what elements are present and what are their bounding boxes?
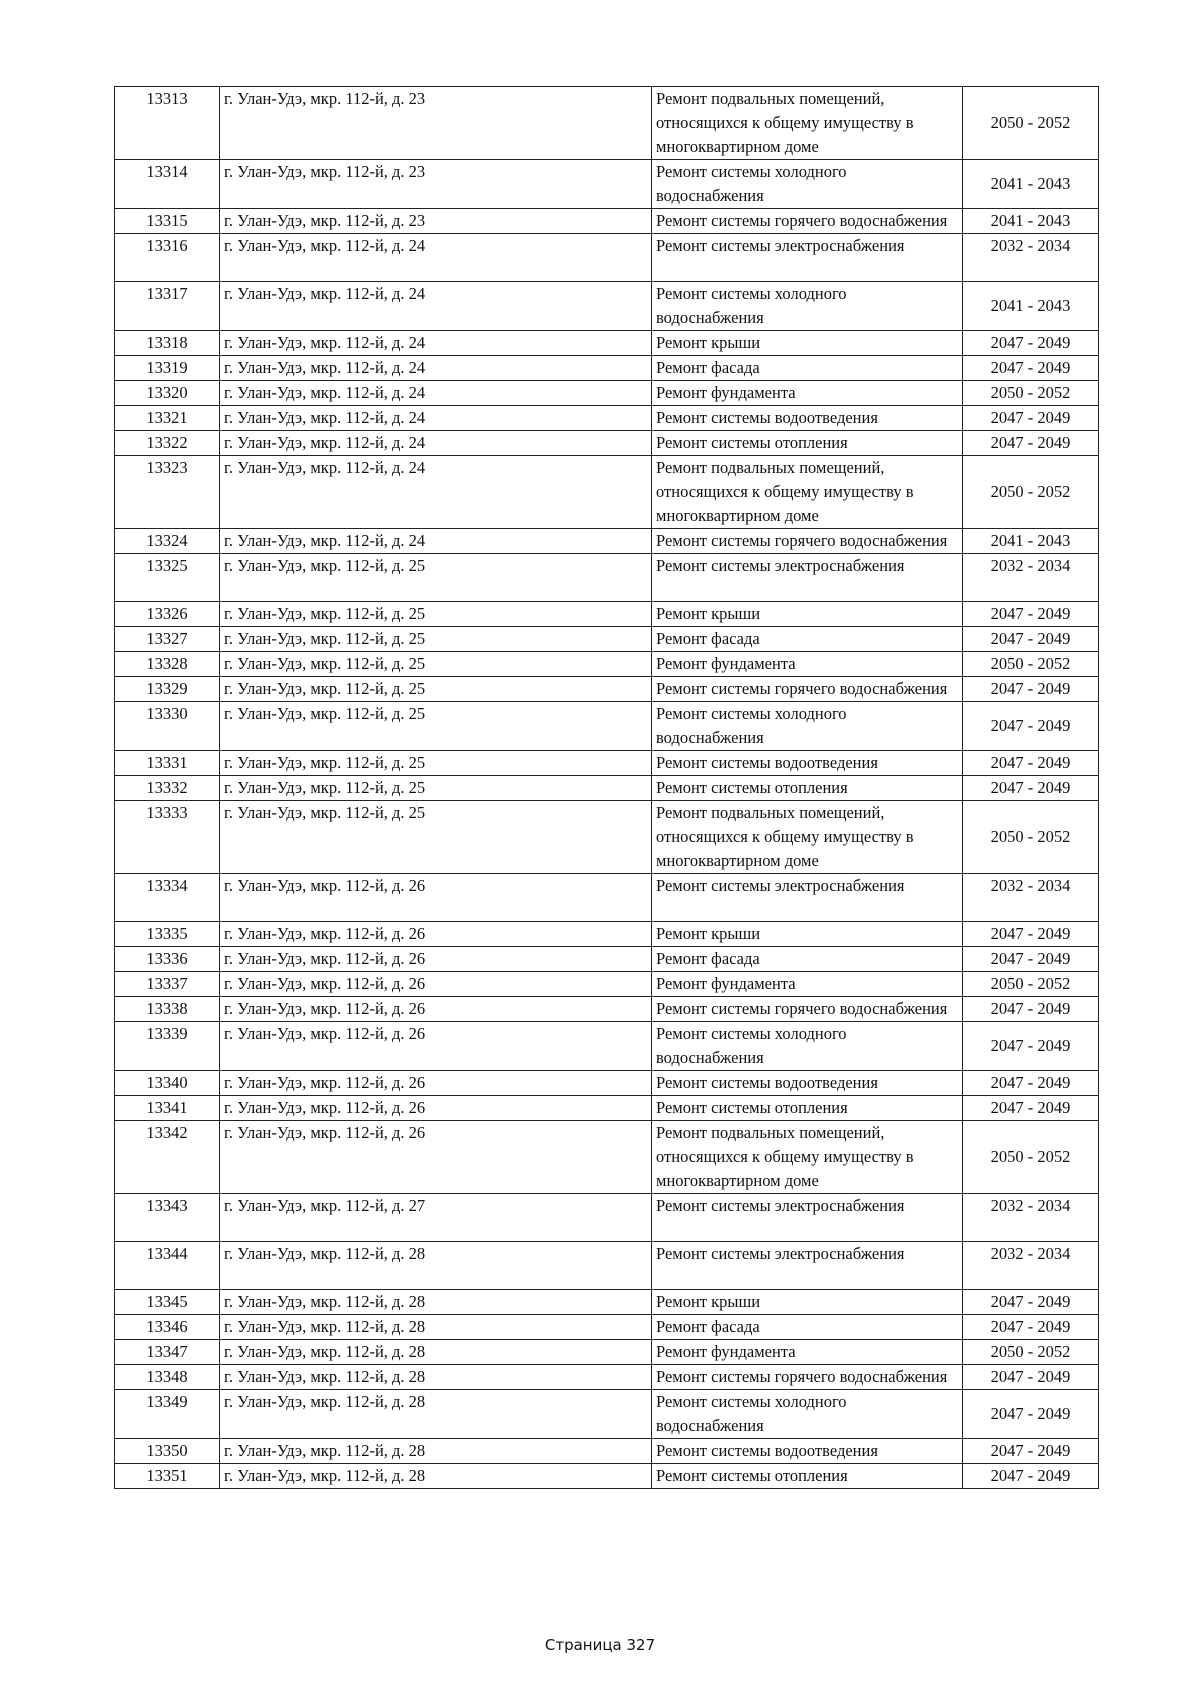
row-address: г. Улан-Удэ, мкр. 112-й, д. 28	[220, 1464, 652, 1489]
row-period: 2047 - 2049	[963, 1365, 1099, 1390]
row-period: 2041 - 2043	[963, 209, 1099, 234]
table-row	[115, 997, 1099, 1022]
row-number: 13330	[115, 702, 220, 751]
row-address: г. Улан-Удэ, мкр. 112-й, д. 28	[220, 1365, 652, 1390]
table-row	[115, 874, 1099, 922]
row-address: г. Улан-Удэ, мкр. 112-й, д. 25	[220, 602, 652, 627]
row-number: 13321	[115, 406, 220, 431]
row-number: 13331	[115, 751, 220, 776]
page-number: Страница 327	[544, 1636, 656, 1654]
row-number: 13351	[115, 1464, 220, 1489]
row-work-type: Ремонт системы горячего водоснабжения	[652, 209, 963, 234]
row-work-type: Ремонт системы холодного водоснабжения	[652, 1390, 963, 1439]
table-row	[115, 1194, 1099, 1242]
row-period: 2032 - 2034	[963, 554, 1099, 602]
table-row	[115, 209, 1099, 234]
row-period: 2047 - 2049	[963, 1071, 1099, 1096]
row-work-type: Ремонт системы отопления	[652, 1096, 963, 1121]
table-row	[115, 801, 1099, 874]
row-number: 13329	[115, 677, 220, 702]
row-period: 2047 - 2049	[963, 947, 1099, 972]
row-number: 13313	[115, 87, 220, 160]
row-work-type: Ремонт фундамента	[652, 381, 963, 406]
row-number: 13341	[115, 1096, 220, 1121]
row-period: 2047 - 2049	[963, 751, 1099, 776]
table-row	[115, 922, 1099, 947]
row-period: 2050 - 2052	[963, 1121, 1099, 1194]
row-number: 13316	[115, 234, 220, 282]
row-period: 2047 - 2049	[963, 677, 1099, 702]
table-row	[115, 160, 1099, 209]
row-address: г. Улан-Удэ, мкр. 112-й, д. 24	[220, 331, 652, 356]
row-number: 13345	[115, 1290, 220, 1315]
row-work-type: Ремонт фундамента	[652, 652, 963, 677]
row-address: г. Улан-Удэ, мкр. 112-й, д. 24	[220, 356, 652, 381]
row-number: 13319	[115, 356, 220, 381]
table-row	[115, 456, 1099, 529]
table-row	[115, 554, 1099, 602]
row-number: 13314	[115, 160, 220, 209]
table-row	[115, 602, 1099, 627]
row-number: 13349	[115, 1390, 220, 1439]
row-work-type: Ремонт системы электроснабжения	[652, 554, 963, 602]
table-row	[115, 1242, 1099, 1290]
row-address: г. Улан-Удэ, мкр. 112-й, д. 24	[220, 381, 652, 406]
row-number: 13340	[115, 1071, 220, 1096]
table-row	[115, 947, 1099, 972]
row-number: 13323	[115, 456, 220, 529]
table-row	[115, 1390, 1099, 1439]
row-number: 13350	[115, 1439, 220, 1464]
row-period: 2050 - 2052	[963, 456, 1099, 529]
row-period: 2047 - 2049	[963, 1390, 1099, 1439]
row-work-type: Ремонт подвальных помещений, относящихся к общему имуществу в многоквартирном доме	[652, 801, 963, 874]
row-number: 13324	[115, 529, 220, 554]
row-address: г. Улан-Удэ, мкр. 112-й, д. 25	[220, 751, 652, 776]
table-row	[115, 356, 1099, 381]
row-work-type: Ремонт системы холодного водоснабжения	[652, 160, 963, 209]
row-work-type: Ремонт системы отопления	[652, 776, 963, 801]
row-work-type: Ремонт системы горячего водоснабжения	[652, 529, 963, 554]
row-work-type: Ремонт системы электроснабжения	[652, 1242, 963, 1290]
row-period: 2047 - 2049	[963, 1096, 1099, 1121]
repair-schedule-table	[114, 86, 1099, 1489]
row-address: г. Улан-Удэ, мкр. 112-й, д. 25	[220, 652, 652, 677]
row-work-type: Ремонт системы электроснабжения	[652, 1194, 963, 1242]
row-address: г. Улан-Удэ, мкр. 112-й, д. 24	[220, 282, 652, 331]
row-number: 13320	[115, 381, 220, 406]
row-work-type: Ремонт системы холодного водоснабжения	[652, 282, 963, 331]
row-period: 2047 - 2049	[963, 1022, 1099, 1071]
row-work-type: Ремонт фасада	[652, 627, 963, 652]
row-address: г. Улан-Удэ, мкр. 112-й, д. 24	[220, 529, 652, 554]
row-address: г. Улан-Удэ, мкр. 112-й, д. 26	[220, 1071, 652, 1096]
table-row	[115, 431, 1099, 456]
row-number: 13322	[115, 431, 220, 456]
row-period: 2047 - 2049	[963, 1439, 1099, 1464]
row-period: 2050 - 2052	[963, 87, 1099, 160]
table-row	[115, 1365, 1099, 1390]
row-work-type: Ремонт системы отопления	[652, 1464, 963, 1489]
row-period: 2032 - 2034	[963, 1242, 1099, 1290]
row-address: г. Улан-Удэ, мкр. 112-й, д. 26	[220, 1096, 652, 1121]
row-address: г. Улан-Удэ, мкр. 112-й, д. 28	[220, 1315, 652, 1340]
row-number: 13328	[115, 652, 220, 677]
row-number: 13348	[115, 1365, 220, 1390]
row-address: г. Улан-Удэ, мкр. 112-й, д. 26	[220, 874, 652, 922]
row-address: г. Улан-Удэ, мкр. 112-й, д. 28	[220, 1390, 652, 1439]
table-row	[115, 702, 1099, 751]
row-address: г. Улан-Удэ, мкр. 112-й, д. 23	[220, 87, 652, 160]
row-address: г. Улан-Удэ, мкр. 112-й, д. 26	[220, 1022, 652, 1071]
row-work-type: Ремонт системы холодного водоснабжения	[652, 1022, 963, 1071]
row-work-type: Ремонт подвальных помещений, относящихся к общему имуществу в многоквартирном доме	[652, 87, 963, 160]
row-period: 2050 - 2052	[963, 1340, 1099, 1365]
row-work-type: Ремонт подвальных помещений, относящихся к общему имуществу в многоквартирном доме	[652, 1121, 963, 1194]
row-period: 2047 - 2049	[963, 1464, 1099, 1489]
table-row	[115, 751, 1099, 776]
row-work-type: Ремонт системы водоотведения	[652, 1071, 963, 1096]
row-number: 13338	[115, 997, 220, 1022]
table-row	[115, 627, 1099, 652]
row-number: 13339	[115, 1022, 220, 1071]
table-row	[115, 1315, 1099, 1340]
row-number: 13342	[115, 1121, 220, 1194]
table-body	[115, 87, 1099, 1489]
row-period: 2050 - 2052	[963, 972, 1099, 997]
row-period: 2050 - 2052	[963, 652, 1099, 677]
table-row	[115, 529, 1099, 554]
row-address: г. Улан-Удэ, мкр. 112-й, д. 27	[220, 1194, 652, 1242]
table-row	[115, 1290, 1099, 1315]
table-row	[115, 87, 1099, 160]
row-period: 2032 - 2034	[963, 1194, 1099, 1242]
row-work-type: Ремонт фасада	[652, 947, 963, 972]
row-address: г. Улан-Удэ, мкр. 112-й, д. 26	[220, 947, 652, 972]
row-work-type: Ремонт фундамента	[652, 972, 963, 997]
table-row	[115, 331, 1099, 356]
row-address: г. Улан-Удэ, мкр. 112-й, д. 28	[220, 1340, 652, 1365]
row-work-type: Ремонт фасада	[652, 356, 963, 381]
row-period: 2050 - 2052	[963, 381, 1099, 406]
row-number: 13333	[115, 801, 220, 874]
row-work-type: Ремонт подвальных помещений, относящихся к общему имуществу в многоквартирном доме	[652, 456, 963, 529]
row-address: г. Улан-Удэ, мкр. 112-й, д. 25	[220, 776, 652, 801]
row-number: 13344	[115, 1242, 220, 1290]
table-row	[115, 282, 1099, 331]
row-address: г. Улан-Удэ, мкр. 112-й, д. 26	[220, 972, 652, 997]
row-period: 2047 - 2049	[963, 1315, 1099, 1340]
row-number: 13347	[115, 1340, 220, 1365]
row-number: 13327	[115, 627, 220, 652]
row-period: 2047 - 2049	[963, 331, 1099, 356]
row-address: г. Улан-Удэ, мкр. 112-й, д. 28	[220, 1439, 652, 1464]
table-row	[115, 1121, 1099, 1194]
row-period: 2047 - 2049	[963, 356, 1099, 381]
table-row	[115, 406, 1099, 431]
row-work-type: Ремонт системы водоотведения	[652, 406, 963, 431]
row-period: 2041 - 2043	[963, 282, 1099, 331]
row-work-type: Ремонт системы горячего водоснабжения	[652, 1365, 963, 1390]
row-period: 2047 - 2049	[963, 922, 1099, 947]
row-period: 2041 - 2043	[963, 160, 1099, 209]
row-number: 13325	[115, 554, 220, 602]
row-address: г. Улан-Удэ, мкр. 112-й, д. 26	[220, 922, 652, 947]
table-row	[115, 234, 1099, 282]
table-row	[115, 1464, 1099, 1489]
row-period: 2047 - 2049	[963, 776, 1099, 801]
row-number: 13346	[115, 1315, 220, 1340]
table-row	[115, 776, 1099, 801]
row-address: г. Улан-Удэ, мкр. 112-й, д. 25	[220, 677, 652, 702]
row-work-type: Ремонт крыши	[652, 602, 963, 627]
row-work-type: Ремонт системы электроснабжения	[652, 234, 963, 282]
row-address: г. Улан-Удэ, мкр. 112-й, д. 24	[220, 431, 652, 456]
row-period: 2047 - 2049	[963, 1290, 1099, 1315]
row-number: 13317	[115, 282, 220, 331]
row-work-type: Ремонт крыши	[652, 331, 963, 356]
row-work-type: Ремонт системы водоотведения	[652, 751, 963, 776]
row-address: г. Улан-Удэ, мкр. 112-й, д. 23	[220, 160, 652, 209]
row-work-type: Ремонт системы электроснабжения	[652, 874, 963, 922]
row-number: 13315	[115, 209, 220, 234]
row-address: г. Улан-Удэ, мкр. 112-й, д. 24	[220, 456, 652, 529]
row-period: 2032 - 2034	[963, 234, 1099, 282]
row-number: 13337	[115, 972, 220, 997]
table-row	[115, 1071, 1099, 1096]
row-number: 13326	[115, 602, 220, 627]
row-period: 2032 - 2034	[963, 874, 1099, 922]
row-work-type: Ремонт системы холодного водоснабжения	[652, 702, 963, 751]
row-work-type: Ремонт системы горячего водоснабжения	[652, 997, 963, 1022]
row-work-type: Ремонт крыши	[652, 1290, 963, 1315]
table-row	[115, 1022, 1099, 1071]
row-address: г. Улан-Удэ, мкр. 112-й, д. 24	[220, 234, 652, 282]
row-address: г. Улан-Удэ, мкр. 112-й, д. 24	[220, 406, 652, 431]
row-work-type: Ремонт крыши	[652, 922, 963, 947]
table-row	[115, 652, 1099, 677]
row-number: 13336	[115, 947, 220, 972]
table-row	[115, 677, 1099, 702]
row-number: 13335	[115, 922, 220, 947]
row-address: г. Улан-Удэ, мкр. 112-й, д. 28	[220, 1290, 652, 1315]
row-number: 13332	[115, 776, 220, 801]
row-address: г. Улан-Удэ, мкр. 112-й, д. 28	[220, 1242, 652, 1290]
row-period: 2047 - 2049	[963, 602, 1099, 627]
row-number: 13334	[115, 874, 220, 922]
row-number: 13343	[115, 1194, 220, 1242]
row-period: 2047 - 2049	[963, 702, 1099, 751]
row-address: г. Улан-Удэ, мкр. 112-й, д. 25	[220, 554, 652, 602]
row-address: г. Улан-Удэ, мкр. 112-й, д. 26	[220, 997, 652, 1022]
row-work-type: Ремонт фасада	[652, 1315, 963, 1340]
table-row	[115, 1439, 1099, 1464]
row-period: 2047 - 2049	[963, 431, 1099, 456]
row-work-type: Ремонт системы горячего водоснабжения	[652, 677, 963, 702]
row-address: г. Улан-Удэ, мкр. 112-й, д. 25	[220, 627, 652, 652]
row-work-type: Ремонт фундамента	[652, 1340, 963, 1365]
row-address: г. Улан-Удэ, мкр. 112-й, д. 26	[220, 1121, 652, 1194]
row-address: г. Улан-Удэ, мкр. 112-й, д. 25	[220, 702, 652, 751]
row-period: 2050 - 2052	[963, 801, 1099, 874]
row-period: 2047 - 2049	[963, 627, 1099, 652]
row-work-type: Ремонт системы отопления	[652, 431, 963, 456]
row-period: 2047 - 2049	[963, 997, 1099, 1022]
row-number: 13318	[115, 331, 220, 356]
table-row	[115, 381, 1099, 406]
table-row	[115, 1096, 1099, 1121]
row-address: г. Улан-Удэ, мкр. 112-й, д. 23	[220, 209, 652, 234]
row-period: 2047 - 2049	[963, 406, 1099, 431]
row-address: г. Улан-Удэ, мкр. 112-й, д. 25	[220, 801, 652, 874]
row-work-type: Ремонт системы водоотведения	[652, 1439, 963, 1464]
row-period: 2041 - 2043	[963, 529, 1099, 554]
table-row	[115, 1340, 1099, 1365]
table-row	[115, 972, 1099, 997]
